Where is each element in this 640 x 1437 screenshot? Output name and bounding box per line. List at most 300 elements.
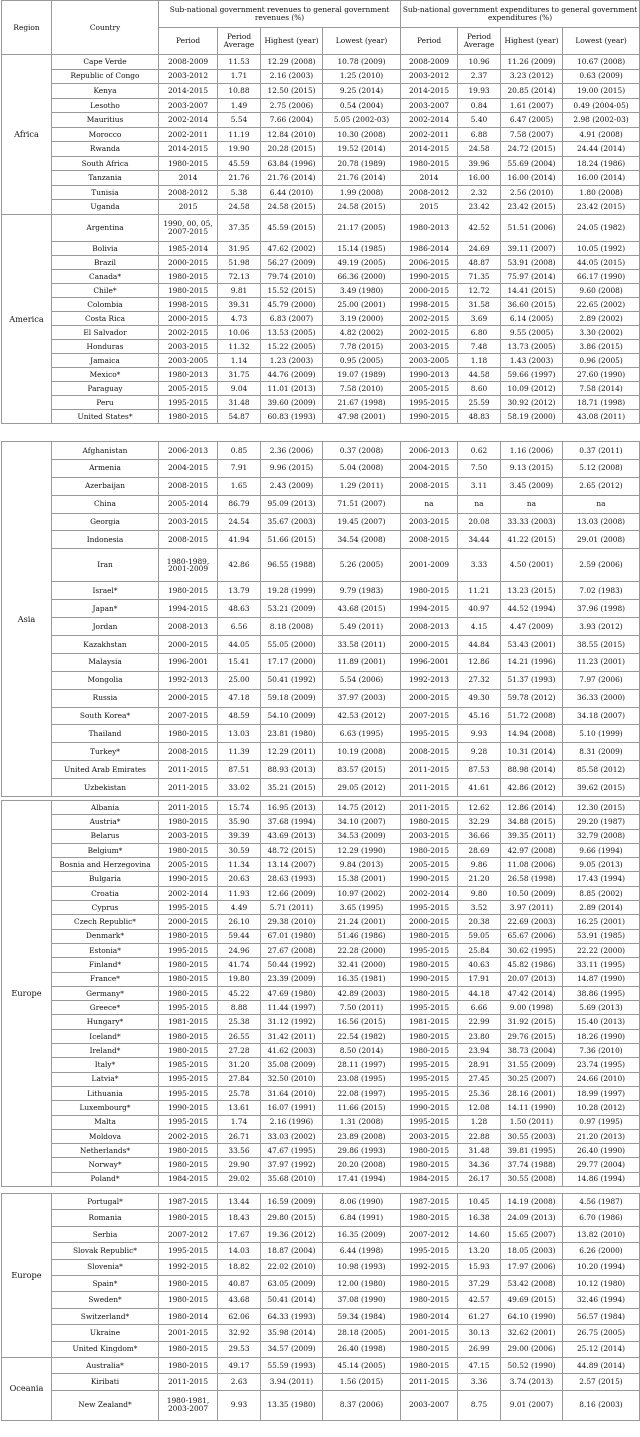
exp-highest-cell: 53.91 (2008) (501, 256, 563, 270)
rev-highest-cell: 47.69 (1980) (261, 986, 323, 1000)
rev-average-cell: 8.88 (218, 1001, 261, 1015)
exp-highest-cell: 9.00 (1998) (501, 1001, 563, 1015)
rev-average-cell: 59.44 (218, 929, 261, 943)
exp-lowest-cell: 12.30 (2015) (563, 801, 640, 815)
exp-period-cell: 1980-2015 (401, 582, 458, 600)
exp-average-cell: 34.36 (458, 1158, 501, 1172)
region-header: Region (2, 1, 52, 55)
exp-period-cell: 2002-2015 (401, 326, 458, 340)
country-cell: Lithuania (52, 1086, 159, 1100)
rev-lowest-cell: 43.68 (2015) (323, 600, 401, 618)
rev-highest-cell: 56.27 (2009) (261, 256, 323, 270)
rev-highest-cell: 12.50 (2015) (261, 84, 323, 99)
country-cell: Czech Republic* (52, 915, 159, 929)
country-cell: Mexico* (52, 368, 159, 382)
rev-average-cell: 44.05 (218, 636, 261, 654)
rev-average-cell: 29.53 (218, 1341, 261, 1357)
rev-average-cell: 11.34 (218, 858, 261, 872)
exp-lowest-cell: 3.86 (2015) (563, 340, 640, 354)
rev-average-cell: 20.63 (218, 872, 261, 886)
rev-period-cell: 1980-2015 (159, 1341, 218, 1357)
exp-highest-cell: 30.62 (1995) (501, 943, 563, 957)
table-row (2, 929, 640, 943)
rev-period-header: Period (159, 28, 218, 55)
table-row (2, 1086, 640, 1100)
exp-average-cell: 25.84 (458, 943, 501, 957)
exp-lowest-cell: 2.59 (2006) (563, 549, 640, 582)
exp-average-cell: 3.52 (458, 901, 501, 915)
rev-highest-cell: 33.03 (2002) (261, 1129, 323, 1143)
country-cell: Italy* (52, 1058, 159, 1072)
exp-lowest-cell: 9.05 (2013) (563, 858, 640, 872)
rev-average-cell: 11.39 (218, 743, 261, 761)
exp-period-cell: 1980-2015 (401, 1341, 458, 1357)
exp-lowest-cell: 14.86 (1994) (563, 1172, 640, 1186)
rev-average-cell: 13.61 (218, 1101, 261, 1115)
rev-average-cell: 26.71 (218, 1129, 261, 1143)
rev-period-cell: 1980-2013 (159, 368, 218, 382)
exp-average-cell: 0.84 (458, 98, 501, 113)
country-cell: France* (52, 972, 159, 986)
rev-period-cell: 2000-2015 (159, 636, 218, 654)
rows-europe-1 (2, 801, 640, 1187)
country-cell: Paraguay (52, 382, 159, 396)
table-row (2, 1374, 640, 1390)
exp-average-cell: 15.93 (458, 1259, 501, 1275)
rev-lowest-cell: 11.66 (2015) (323, 1101, 401, 1115)
exp-lowest-cell: 8.85 (2002) (563, 886, 640, 900)
table-row (2, 410, 640, 424)
rev-lowest-cell: 1.99 (2008) (323, 185, 401, 200)
rev-highest-cell: 37.97 (1992) (261, 1158, 323, 1172)
rev-period-cell: 2011-2015 (159, 801, 218, 815)
exp-lowest-cell: 9.60 (2008) (563, 284, 640, 298)
exp-average-cell: 32.29 (458, 815, 501, 829)
table-row (2, 98, 640, 113)
exp-period-cell: 1990-2015 (401, 872, 458, 886)
table-row (2, 171, 640, 186)
rev-highest-cell: 50.44 (1992) (261, 958, 323, 972)
table-row (2, 1325, 640, 1341)
exp-average-cell: 40.63 (458, 958, 501, 972)
exp-highest-cell: 22.69 (2003) (501, 915, 563, 929)
exp-average-cell: 17.91 (458, 972, 501, 986)
exp-highest-cell: 6.47 (2005) (501, 113, 563, 128)
country-cell: Netherlands* (52, 1144, 159, 1158)
table-section-africa-america (0, 0, 640, 424)
exp-highest-cell: 39.35 (2011) (501, 829, 563, 843)
rev-highest-cell: 13.53 (2005) (261, 326, 323, 340)
exp-average-cell: 44.84 (458, 636, 501, 654)
exp-lowest-cell: 85.58 (2012) (563, 761, 640, 779)
rows-africa (2, 55, 640, 215)
table-row (2, 943, 640, 957)
rev-average-cell: 31.48 (218, 396, 261, 410)
country-cell: Jordan (52, 618, 159, 636)
exp-highest-cell: 28.16 (2001) (501, 1086, 563, 1100)
exp-period-cell: 2005-2015 (401, 858, 458, 872)
rev-period-cell: 1980-2014 (159, 1308, 218, 1324)
region-cell: Europe (2, 1194, 52, 1358)
table-row (2, 1058, 640, 1072)
exp-highest-cell: 1.50 (2011) (501, 1115, 563, 1129)
rev-highest-cell: 12.84 (2010) (261, 127, 323, 142)
exp-period-cell: 1980-2013 (401, 215, 458, 242)
exp-period-cell: 1980-2014 (401, 1308, 458, 1324)
exp-average-cell: 23.80 (458, 1029, 501, 1043)
data-table-asia (1, 441, 640, 797)
country-cell: Afghanistan (52, 442, 159, 460)
exp-lowest-cell: 5.10 (1999) (563, 725, 640, 743)
rev-highest-cell: 3.94 (2011) (261, 1374, 323, 1390)
exp-lowest-cell: na (563, 495, 640, 513)
rev-average-cell: 11.19 (218, 127, 261, 142)
exp-lowest-cell: 39.62 (2015) (563, 779, 640, 797)
rev-period-cell: 2003-2012 (159, 69, 218, 84)
rev-highest-cell: 15.22 (2005) (261, 340, 323, 354)
rev-period-cell: 2008-2015 (159, 477, 218, 495)
exp-lowest-cell: 15.40 (2013) (563, 1015, 640, 1029)
exp-highest-cell: 13.73 (2005) (501, 340, 563, 354)
exp-period-cell: 1980-2015 (401, 986, 458, 1000)
rev-period-cell: 1980-2015 (159, 1292, 218, 1308)
exp-period-cell: 1980-2015 (401, 1210, 458, 1226)
table-row (2, 156, 640, 171)
country-cell: Colombia (52, 298, 159, 312)
rev-highest-cell: 13.14 (2007) (261, 858, 323, 872)
rev-average-cell: 11.93 (218, 886, 261, 900)
rev-period-cell: 1980-2015 (159, 929, 218, 943)
table-row (2, 113, 640, 128)
exp-lowest-cell: 34.18 (2007) (563, 707, 640, 725)
rev-lowest-cell: 21.17 (2005) (323, 215, 401, 242)
exp-highest-cell: 30.55 (2008) (501, 1172, 563, 1186)
table-row (2, 600, 640, 618)
rev-average-cell: 5.54 (218, 113, 261, 128)
exp-lowest-cell: 19.00 (2015) (563, 84, 640, 99)
rev-lowest-cell: 33.58 (2011) (323, 636, 401, 654)
country-cell: Kazakhstan (52, 636, 159, 654)
exp-period-cell: 1992-2015 (401, 1259, 458, 1275)
exp-period-cell: 1994-2015 (401, 600, 458, 618)
rev-highest-cell: 35.08 (2009) (261, 1058, 323, 1072)
rev-lowest-cell: 49.19 (2005) (323, 256, 401, 270)
rev-average-cell: 19.90 (218, 142, 261, 157)
rows-europe-2 (2, 1194, 640, 1358)
exp-average-cell: 6.88 (458, 127, 501, 142)
exp-average-cell: 6.66 (458, 1001, 501, 1015)
exp-average-cell: 9.86 (458, 858, 501, 872)
rev-highest-cell: 35.98 (2014) (261, 1325, 323, 1341)
exp-average-cell: 59.05 (458, 929, 501, 943)
rev-lowest-cell: 15.14 (1985) (323, 242, 401, 256)
country-cell: United States* (52, 410, 159, 424)
rev-lowest-cell: 20.20 (2008) (323, 1158, 401, 1172)
rev-average-cell: 4.73 (218, 312, 261, 326)
rev-highest-cell: 13.35 (1980) (261, 1390, 323, 1420)
exp-average-cell: 48.87 (458, 256, 501, 270)
exp-lowest-cell: 24.05 (1982) (563, 215, 640, 242)
exp-highest-cell: 50.52 (1990) (501, 1357, 563, 1373)
exp-average-cell: 25.36 (458, 1086, 501, 1100)
country-cell: Belarus (52, 829, 159, 843)
exp-average-cell: 24.58 (458, 142, 501, 157)
exp-period-cell: 2015 (401, 200, 458, 215)
rev-period-cell: 2014-2015 (159, 84, 218, 99)
rev-highest-cell: 60.83 (1993) (261, 410, 323, 424)
exp-average-cell: 20.38 (458, 915, 501, 929)
country-cell: Hungary* (52, 1015, 159, 1029)
rev-average-cell: 41.74 (218, 958, 261, 972)
rev-highest-header: Highest (year) (261, 28, 323, 55)
exp-average-cell: 49.30 (458, 689, 501, 707)
table-row (2, 256, 640, 270)
exp-highest-cell: 9.01 (2007) (501, 1390, 563, 1420)
exp-highest-cell: 12.86 (2014) (501, 801, 563, 815)
exp-period-cell: 2008-2015 (401, 531, 458, 549)
exp-lowest-header: Lowest (year) (563, 28, 640, 55)
table-row (2, 1015, 640, 1029)
table-row (2, 84, 640, 99)
rev-highest-cell: 88.93 (2013) (261, 761, 323, 779)
rev-average-cell: 35.90 (218, 815, 261, 829)
exp-average-cell: 4.15 (458, 618, 501, 636)
country-cell: Indonesia (52, 531, 159, 549)
exp-period-cell: 2002-2014 (401, 113, 458, 128)
rev-highest-cell: 96.55 (1988) (261, 549, 323, 582)
table-row (2, 127, 640, 142)
rev-period-cell: 2003-2007 (159, 98, 218, 113)
rev-average-cell: 31.20 (218, 1058, 261, 1072)
exp-average-cell: 40.97 (458, 600, 501, 618)
exp-lowest-cell: 2.65 (2012) (563, 477, 640, 495)
rev-lowest-cell: 1.25 (2010) (323, 69, 401, 84)
country-cell: El Salvador (52, 326, 159, 340)
rev-highest-cell: 9.96 (2015) (261, 459, 323, 477)
exp-period-cell: 1980-2015 (401, 1144, 458, 1158)
rev-lowest-cell: 10.98 (1993) (323, 1259, 401, 1275)
table-section-europe-1 (0, 800, 640, 1187)
rows-america (2, 215, 640, 424)
rev-lowest-cell: 22.54 (1982) (323, 1029, 401, 1043)
table-row (2, 1308, 640, 1324)
exp-highest-cell: 4.50 (2001) (501, 549, 563, 582)
exp-period-cell: 1980-2015 (401, 815, 458, 829)
exp-period-cell: 2001-2015 (401, 1325, 458, 1341)
rev-period-cell: 2014 (159, 171, 218, 186)
rev-lowest-cell: 12.29 (1990) (323, 843, 401, 857)
rev-period-cell: 2008-2015 (159, 531, 218, 549)
country-cell: Slovenia* (52, 1259, 159, 1275)
exp-average-cell: 25.59 (458, 396, 501, 410)
table-row (2, 915, 640, 929)
exp-highest-cell: 17.97 (2006) (501, 1259, 563, 1275)
table-row (2, 1390, 640, 1420)
rev-period-cell: 1996-2001 (159, 653, 218, 671)
exp-highest-cell: 30.92 (2012) (501, 396, 563, 410)
rev-highest-cell: 31.64 (2010) (261, 1086, 323, 1100)
rev-highest-cell: 47.67 (1995) (261, 1144, 323, 1158)
exp-period-cell: 2003-2015 (401, 829, 458, 843)
exp-average-cell: 5.40 (458, 113, 501, 128)
rev-highest-cell: 18.87 (2004) (261, 1243, 323, 1259)
rev-lowest-cell: 29.86 (1993) (323, 1144, 401, 1158)
table-row (2, 815, 640, 829)
rev-highest-cell: 35.67 (2003) (261, 513, 323, 531)
exp-highest-cell: 29.76 (2015) (501, 1029, 563, 1043)
exp-period-cell: 1980-2015 (401, 1357, 458, 1373)
rev-highest-cell: 39.60 (2009) (261, 396, 323, 410)
exp-period-cell: 2002-2015 (401, 312, 458, 326)
exp-period-cell: 1981-2015 (401, 1015, 458, 1029)
table-row (2, 1072, 640, 1086)
exp-lowest-cell: 25.12 (2014) (563, 1341, 640, 1357)
exp-average-cell: 9.93 (458, 725, 501, 743)
rev-highest-cell: 19.28 (1999) (261, 582, 323, 600)
rev-highest-cell: 32.50 (2010) (261, 1072, 323, 1086)
exp-period-cell: 1998-2015 (401, 298, 458, 312)
exp-lowest-cell: 29.20 (1987) (563, 815, 640, 829)
country-cell: Albania (52, 801, 159, 815)
exp-period-cell: 1980-2015 (401, 1275, 458, 1291)
rev-period-cell: 1990, 00, 05, 2007-2015 (159, 215, 218, 242)
country-cell: South Korea* (52, 707, 159, 725)
rev-period-cell: 1980-2015 (159, 1144, 218, 1158)
table-row (2, 1243, 640, 1259)
table-row (2, 1226, 640, 1242)
rev-period-cell: 2001-2015 (159, 1325, 218, 1341)
exp-period-cell: 2011-2015 (401, 779, 458, 797)
exp-highest-cell: 13.23 (2015) (501, 582, 563, 600)
exp-highest-cell: 42.97 (2008) (501, 843, 563, 857)
rev-highest-cell: 16.59 (2009) (261, 1194, 323, 1210)
exp-period-cell: 1995-2015 (401, 1115, 458, 1129)
rev-average-cell: 27.28 (218, 1044, 261, 1058)
table-row (2, 1001, 640, 1015)
country-cell: Thailand (52, 725, 159, 743)
exp-highest-cell: 33.33 (2003) (501, 513, 563, 531)
exp-highest-cell: 15.65 (2007) (501, 1226, 563, 1242)
exp-average-cell: 10.45 (458, 1194, 501, 1210)
rev-lowest-cell: 6.84 (1991) (323, 1210, 401, 1226)
rev-highest-cell: 35.21 (2015) (261, 779, 323, 797)
country-cell: Austria* (52, 815, 159, 829)
country-cell: Luxembourg* (52, 1101, 159, 1115)
table-row (2, 354, 640, 368)
exp-period-cell: 1995-2015 (401, 943, 458, 957)
exp-lowest-cell: 9.66 (1994) (563, 843, 640, 857)
table-row (2, 707, 640, 725)
country-cell: Australia* (52, 1357, 159, 1373)
rev-average-cell: 42.86 (218, 549, 261, 582)
exp-average-cell: 16.00 (458, 171, 501, 186)
exp-period-cell: 2004-2015 (401, 459, 458, 477)
exp-lowest-cell: 14.87 (1990) (563, 972, 640, 986)
exp-lowest-cell: 3.30 (2002) (563, 326, 640, 340)
country-cell: Greece* (52, 1001, 159, 1015)
rev-average-cell: 24.96 (218, 943, 261, 957)
table-row (2, 459, 640, 477)
rev-lowest-cell: 16.35 (2009) (323, 1226, 401, 1242)
rev-lowest-cell: 24.58 (2015) (323, 200, 401, 215)
rev-highest-cell: 29.38 (2010) (261, 915, 323, 929)
rev-period-cell: 1980-2015 (159, 725, 218, 743)
exp-average-cell: 2.32 (458, 185, 501, 200)
exp-lowest-cell: 18.71 (1998) (563, 396, 640, 410)
rev-average-cell: 9.04 (218, 382, 261, 396)
country-cell: Peru (52, 396, 159, 410)
rev-highest-cell: 12.29 (2008) (261, 55, 323, 70)
exp-highest-cell: 3.97 (2011) (501, 901, 563, 915)
exp-lowest-cell: 38.86 (1995) (563, 986, 640, 1000)
rev-period-cell: 1980-2015 (159, 1357, 218, 1373)
country-cell: Moldova (52, 1129, 159, 1143)
rev-period-cell: 1994-2015 (159, 600, 218, 618)
exp-highest-cell: 30.25 (2007) (501, 1072, 563, 1086)
rev-period-cell: 1995-2015 (159, 943, 218, 957)
rev-highest-cell: 20.28 (2015) (261, 142, 323, 157)
rev-average-cell: 19.80 (218, 972, 261, 986)
exp-period-cell: 2005-2015 (401, 382, 458, 396)
exp-highest-cell: 32.62 (2001) (501, 1325, 563, 1341)
rev-average-cell: 54.87 (218, 410, 261, 424)
rev-lowest-cell: 15.38 (2001) (323, 872, 401, 886)
country-cell: United Kingdom* (52, 1341, 159, 1357)
exp-average-header: Period Average (458, 28, 501, 55)
exp-average-cell: 22.99 (458, 1015, 501, 1029)
rev-lowest-cell: 17.41 (1994) (323, 1172, 401, 1186)
table-row (2, 761, 640, 779)
exp-lowest-cell: 4.56 (1987) (563, 1194, 640, 1210)
rev-period-cell: 2008-2013 (159, 618, 218, 636)
table-row (2, 1044, 640, 1058)
exp-lowest-cell: 13.82 (2010) (563, 1226, 640, 1242)
exp-lowest-cell: 22.65 (2002) (563, 298, 640, 312)
rev-highest-cell: 15.52 (2015) (261, 284, 323, 298)
country-cell: Mongolia (52, 671, 159, 689)
rev-lowest-cell: 32.41 (2000) (323, 958, 401, 972)
rev-highest-cell: 50.41 (1992) (261, 671, 323, 689)
rev-lowest-cell: 59.34 (1984) (323, 1308, 401, 1324)
exp-highest-cell: 65.67 (2006) (501, 929, 563, 943)
exp-period-cell: 1980-2015 (401, 1029, 458, 1043)
exp-highest-cell: 41.22 (2015) (501, 531, 563, 549)
rev-average-cell: 7.91 (218, 459, 261, 477)
rev-lowest-cell: 1.56 (2015) (323, 1374, 401, 1390)
exp-lowest-cell: 8.16 (2003) (563, 1390, 640, 1420)
rev-average-cell: 25.38 (218, 1015, 261, 1029)
rev-lowest-cell: 47.98 (2001) (323, 410, 401, 424)
country-cell: Republic of Congo (52, 69, 159, 84)
exp-average-cell: 41.61 (458, 779, 501, 797)
exp-period-cell: 1995-2015 (401, 1001, 458, 1015)
exp-lowest-cell: 56.57 (1984) (563, 1308, 640, 1324)
exp-lowest-cell: 32.79 (2008) (563, 829, 640, 843)
country-cell: Bosnia and Herzegovina (52, 858, 159, 872)
exp-average-cell: 12.62 (458, 801, 501, 815)
exp-highest-cell: 11.26 (2009) (501, 55, 563, 70)
country-cell: Ireland* (52, 1044, 159, 1058)
country-cell: Kenya (52, 84, 159, 99)
rev-lowest-cell: 19.45 (2007) (323, 513, 401, 531)
exp-period-cell: 2014-2015 (401, 84, 458, 99)
exp-average-cell: 34.44 (458, 531, 501, 549)
rev-lowest-cell: 1.29 (2011) (323, 477, 401, 495)
rev-highest-cell: 55.05 (2000) (261, 636, 323, 654)
rev-average-cell: 48.59 (218, 707, 261, 725)
rev-lowest-cell: 8.06 (1990) (323, 1194, 401, 1210)
exp-highest-cell: 30.55 (2003) (501, 1129, 563, 1143)
